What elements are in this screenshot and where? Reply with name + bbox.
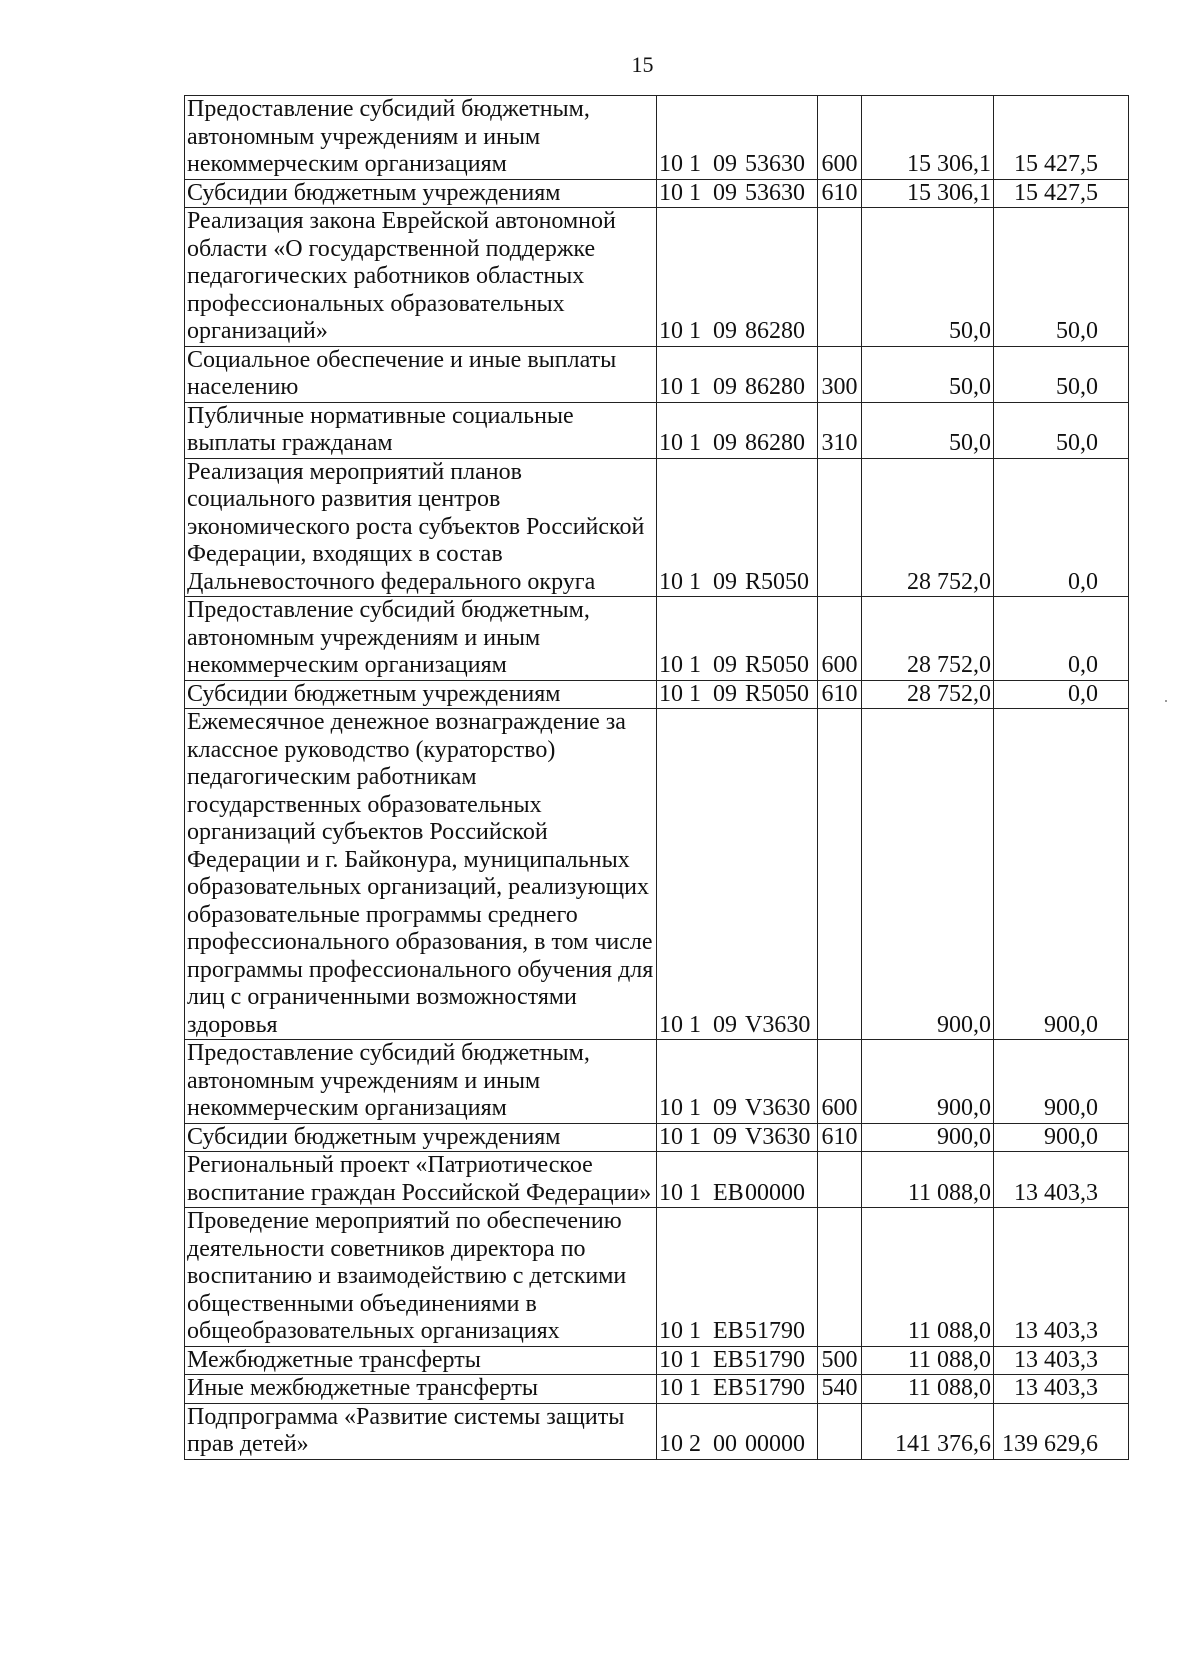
row-code <box>657 709 818 1040</box>
code-part: 1 <box>689 374 701 400</box>
row-sum-1: 11 088,0 <box>862 1152 994 1208</box>
code-part: 51790 <box>745 1375 805 1401</box>
row-code <box>657 346 818 402</box>
code-part: 09 <box>713 1095 737 1121</box>
row-name: Субсидии бюджетным учреждениям <box>185 179 657 208</box>
code-part: R5050 <box>745 680 810 707</box>
code-part: 1 <box>689 1375 701 1401</box>
row-sum-2: 15 427,5 <box>994 96 1129 180</box>
row-sum-2: 900,0 <box>994 1040 1129 1124</box>
row-code <box>657 1403 818 1459</box>
row-expense-type <box>818 1403 862 1459</box>
row-sum-2: 50,0 <box>994 208 1129 347</box>
code-part: 2 <box>689 1431 701 1457</box>
code-part: 53630 <box>745 151 805 177</box>
row-code <box>657 179 818 208</box>
row-code <box>657 1375 818 1404</box>
row-expense-type: 600 <box>818 597 862 681</box>
table-row <box>185 96 1129 180</box>
code-part: R5050 <box>745 568 810 595</box>
code-part: EB <box>713 1346 744 1373</box>
code-part: 1 <box>689 568 701 595</box>
scan-dot <box>1165 700 1167 702</box>
row-code <box>657 1040 818 1124</box>
row-sum-2: 0,0 <box>994 680 1129 709</box>
row-sum-1: 50,0 <box>862 402 994 458</box>
row-expense-type <box>818 709 862 1040</box>
code-part: V3630 <box>745 1011 811 1038</box>
code-part: 10 <box>659 680 683 707</box>
code-part: 10 <box>659 1318 683 1344</box>
row-sum-1: 141 376,6 <box>862 1403 994 1459</box>
row-name: Предоставление субсидий бюджетным, автономным учреждениям и иным некоммерческим организациям <box>185 1040 657 1124</box>
table-row <box>185 1375 1129 1404</box>
table-row <box>185 1123 1129 1152</box>
code-part: 1 <box>689 680 701 707</box>
table-row <box>185 597 1129 681</box>
row-sum-2: 0,0 <box>994 458 1129 597</box>
row-expense-type: 500 <box>818 1346 862 1375</box>
table-row <box>185 1040 1129 1124</box>
row-name: Проведение мероприятий по обеспечению деятельности советников директора по воспитанию и взаимодействию с детскими общественными объединениями в общеобразовательных организациях <box>185 1208 657 1347</box>
row-sum-1: 11 088,0 <box>862 1375 994 1404</box>
table-row <box>185 1152 1129 1208</box>
row-sum-2: 13 403,3 <box>994 1152 1129 1208</box>
code-part: 10 <box>659 1375 683 1401</box>
row-expense-type <box>818 208 862 347</box>
code-part: 1 <box>689 1346 701 1373</box>
row-name: Субсидии бюджетным учреждениям <box>185 680 657 709</box>
row-name: Межбюджетные трансферты <box>185 1346 657 1375</box>
row-expense-type: 610 <box>818 1123 862 1152</box>
code-part: 09 <box>713 680 737 707</box>
row-sum-1: 11 088,0 <box>862 1208 994 1347</box>
code-part: R5050 <box>745 652 810 678</box>
budget-table-body <box>185 96 1129 1460</box>
code-part: EB <box>713 1375 744 1401</box>
code-part: 1 <box>689 430 701 456</box>
code-part: 10 <box>659 430 683 456</box>
table-row <box>185 680 1129 709</box>
row-name: Публичные нормативные социальные выплаты гражданам <box>185 402 657 458</box>
row-name: Реализация мероприятий планов социального развития центров экономического роста субъектов Российской Федерации, входящих в состав Дальневосточного федерального округа <box>185 458 657 597</box>
row-name: Предоставление субсидий бюджетным, автономным учреждениям и иным некоммерческим организациям <box>185 597 657 681</box>
row-code <box>657 1208 818 1347</box>
code-part: 00000 <box>745 1179 805 1206</box>
row-sum-1: 50,0 <box>862 346 994 402</box>
table-row <box>185 458 1129 597</box>
code-part: 09 <box>713 151 737 177</box>
code-part: 1 <box>689 1011 701 1038</box>
row-expense-type: 310 <box>818 402 862 458</box>
code-part: 1 <box>689 1095 701 1121</box>
page-number: 15 <box>631 52 654 77</box>
code-part: 10 <box>659 374 683 400</box>
row-sum-2: 139 629,6 <box>994 1403 1129 1459</box>
row-sum-1: 28 752,0 <box>862 458 994 597</box>
row-name: Ежемесячное денежное вознаграждение за классное руководство (кураторство) педагогическим работникам государственных образовательных организаций субъектов Российской Федерации и г. Байконура, муниципальных образовательных организаций, реализующих образовательные программы среднего профессионального образования, в том числе программы профессионального обучения для лиц с ограниченными возможностями здоровья <box>185 709 657 1040</box>
row-code <box>657 1152 818 1208</box>
row-code <box>657 597 818 681</box>
code-part: EB <box>713 1318 744 1344</box>
table-row <box>185 179 1129 208</box>
code-part: 10 <box>659 1123 683 1150</box>
row-sum-1: 11 088,0 <box>862 1346 994 1375</box>
row-code <box>657 1123 818 1152</box>
row-sum-2: 13 403,3 <box>994 1346 1129 1375</box>
row-sum-1: 900,0 <box>862 1123 994 1152</box>
row-code <box>657 1346 818 1375</box>
row-name: Предоставление субсидий бюджетным, автономным учреждениям и иным некоммерческим организациям <box>185 96 657 180</box>
row-expense-type: 610 <box>818 179 862 208</box>
budget-table <box>184 95 1129 1460</box>
code-part: 10 <box>659 1346 683 1373</box>
code-part: 09 <box>713 652 737 678</box>
table-row <box>185 402 1129 458</box>
code-part: 10 <box>659 1179 683 1206</box>
table-row <box>185 1208 1129 1347</box>
code-part: 1 <box>689 1318 701 1344</box>
code-part: 09 <box>713 1123 737 1150</box>
table-row <box>185 709 1129 1040</box>
code-part: 10 <box>659 652 683 678</box>
code-part: 51790 <box>745 1346 805 1373</box>
row-sum-2: 15 427,5 <box>994 179 1129 208</box>
code-part: 10 <box>659 318 683 344</box>
row-sum-1: 900,0 <box>862 1040 994 1124</box>
code-part: 1 <box>689 1123 701 1150</box>
code-part: 09 <box>713 374 737 400</box>
code-part: 53630 <box>745 179 805 206</box>
row-expense-type: 300 <box>818 346 862 402</box>
code-part: 10 <box>659 568 683 595</box>
code-part: V3630 <box>745 1123 811 1150</box>
code-part: 1 <box>689 151 701 177</box>
code-part: V3630 <box>745 1095 811 1121</box>
row-sum-1: 900,0 <box>862 709 994 1040</box>
row-code <box>657 402 818 458</box>
row-expense-type <box>818 458 862 597</box>
row-name: Иные межбюджетные трансферты <box>185 1375 657 1404</box>
table-row <box>185 346 1129 402</box>
row-sum-1: 28 752,0 <box>862 680 994 709</box>
row-code <box>657 680 818 709</box>
code-part: 1 <box>689 318 701 344</box>
code-part: EB <box>713 1179 744 1206</box>
row-code <box>657 458 818 597</box>
row-sum-2: 50,0 <box>994 346 1129 402</box>
code-part: 86280 <box>745 318 805 344</box>
code-part: 10 <box>659 151 683 177</box>
row-sum-1: 15 306,1 <box>862 179 994 208</box>
code-part: 09 <box>713 179 737 206</box>
row-name: Субсидии бюджетным учреждениям <box>185 1123 657 1152</box>
row-sum-1: 50,0 <box>862 208 994 347</box>
row-name: Реализация закона Еврейской автономной области «О государственной поддержке педагогических работников областных профессиональных образовательных организаций» <box>185 208 657 347</box>
row-code <box>657 208 818 347</box>
code-part: 1 <box>689 652 701 678</box>
table-row <box>185 208 1129 347</box>
code-part: 00000 <box>745 1431 805 1457</box>
row-expense-type: 600 <box>818 96 862 180</box>
row-expense-type <box>818 1152 862 1208</box>
row-name: Подпрограмма «Развитие системы защиты прав детей» <box>185 1403 657 1459</box>
row-name: Региональный проект «Патриотическое воспитание граждан Российской Федерации» <box>185 1152 657 1208</box>
code-part: 10 <box>659 1011 683 1038</box>
code-part: 00 <box>713 1431 737 1457</box>
code-part: 1 <box>689 1179 701 1206</box>
code-part: 09 <box>713 568 737 595</box>
row-name: Социальное обеспечение и иные выплаты населению <box>185 346 657 402</box>
row-sum-2: 900,0 <box>994 1123 1129 1152</box>
row-sum-2: 0,0 <box>994 597 1129 681</box>
row-expense-type: 540 <box>818 1375 862 1404</box>
code-part: 09 <box>713 430 737 456</box>
code-part: 10 <box>659 1095 683 1121</box>
table-row <box>185 1346 1129 1375</box>
row-sum-1: 28 752,0 <box>862 597 994 681</box>
row-sum-2: 13 403,3 <box>994 1208 1129 1347</box>
code-part: 51790 <box>745 1318 805 1344</box>
code-part: 09 <box>713 1011 737 1038</box>
row-expense-type: 610 <box>818 680 862 709</box>
row-expense-type <box>818 1208 862 1347</box>
code-part: 1 <box>689 179 701 206</box>
row-expense-type: 600 <box>818 1040 862 1124</box>
code-part: 86280 <box>745 374 805 400</box>
row-sum-1: 15 306,1 <box>862 96 994 180</box>
code-part: 09 <box>713 318 737 344</box>
row-sum-2: 50,0 <box>994 402 1129 458</box>
row-code <box>657 96 818 180</box>
table-row <box>185 1403 1129 1459</box>
row-sum-2: 13 403,3 <box>994 1375 1129 1404</box>
row-sum-2: 900,0 <box>994 709 1129 1040</box>
code-part: 10 <box>659 179 683 206</box>
code-part: 86280 <box>745 430 805 456</box>
code-part: 10 <box>659 1431 683 1457</box>
